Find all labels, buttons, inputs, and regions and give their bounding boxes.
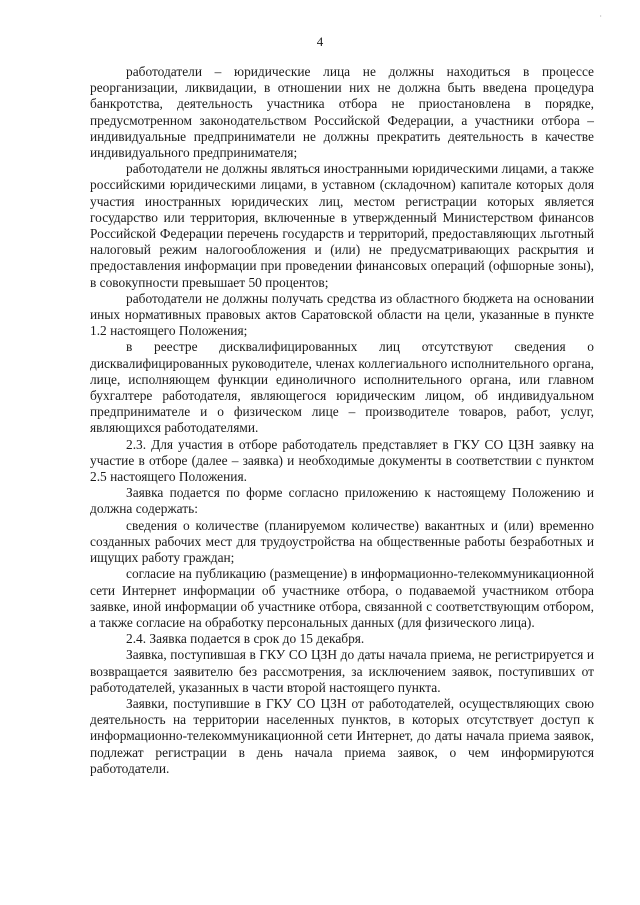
- paragraph: Заявка, поступившая в ГКУ СО ЦЗН до даты начала приема, не регистрируется и возвращается заявителю без рассмотрения, за исключением заявок, поступивших от работодателей, указанных в части второй настоящего пункта.: [90, 647, 594, 695]
- paragraph: работодатели не должны являться иностранными юридическими лицами, а также российскими юридическими лицами, в уставном (складочном) капитале которых доля участия иностранных юридических лиц, местом регистрации которых является государство или территория, включенные в утвержденный Министерством финансов Российской Федерации перечень государств и территорий, предоставляющих льготный налоговый режим налогообложения и (или) не предусматривающих раскрытия и предоставления информации при проведении финансовых операций (офшорные зоны), в совокупности превышает 50 процентов;: [90, 161, 594, 290]
- paragraph: сведения о количестве (планируемом количестве) вакантных и (или) временно созданных рабочих мест для трудоустройства на общественные работы безработных и ищущих работу граждан;: [90, 517, 594, 566]
- paragraph: 2.4. Заявка подается в срок до 15 декабря.: [126, 631, 365, 647]
- paragraph: согласие на публикацию (размещение) в информационно-телекоммуникационной сети Интернет информации об участнике отбора, о подаваемой участником отбора заявке, иной информации об участнике отбора, связанной с соответствующим отбором, а также согласие на обработку персональных данных (для физического лица).: [90, 566, 594, 630]
- paragraph: работодатели – юридические лица не должны находиться в процессе реорганизации, ликвидации, в отношении них не должна быть введена процедура банкротства, деятельность участника отбора не приостановлена в порядке, предусмотренном законодательством Российской Федерации, а участники отбора – индивидуальные предприниматели не должны прекратить деятельность в качестве индивидуального предпринимателя;: [90, 64, 594, 161]
- document-body: [90, 64, 594, 777]
- paragraph: Заявки, поступившие в ГКУ СО ЦЗН от работодателей, осуществляющих свою деятельность на территории населенных пунктов, в которых отсутствует доступ к информационно-телекоммуникационной сети Интернет, до даты начала приема заявок, подлежат регистрации в день начала приема заявок, о чем информируются работодатели.: [90, 695, 594, 776]
- page-number: 4: [316, 34, 324, 49]
- paragraph: работодатели не должны получать средства из областного бюджета на основании иных нормативных правовых актов Саратовской области на цели, указанные в пункте 1.2 настоящего Положения;: [90, 290, 594, 339]
- paragraph: в реестре дисквалифицированных лиц отсутствуют сведения о дисквалифицированных руководителе, членах коллегиального исполнительного органа, лице, исполняющем функции единоличного исполнительного органа, или главном бухгалтере работодателя, являющегося юридическим лицом, об индивидуальном предпринимателе и о физическом лице – производителе товаров, работ, услуг, являющихся работодателями.: [90, 339, 594, 436]
- paragraph: 2.3. Для участия в отборе работодатель представляет в ГКУ СО ЦЗН заявку на участие в отборе (далее – заявка) и необходимые документы в соответствии с пунктом 2.5 настоящего Положения.: [90, 436, 594, 485]
- scan-corner-mark: ·: [599, 12, 602, 21]
- paragraph: Заявка подается по форме согласно приложению к настоящему Положению и должна содержать:: [90, 485, 594, 517]
